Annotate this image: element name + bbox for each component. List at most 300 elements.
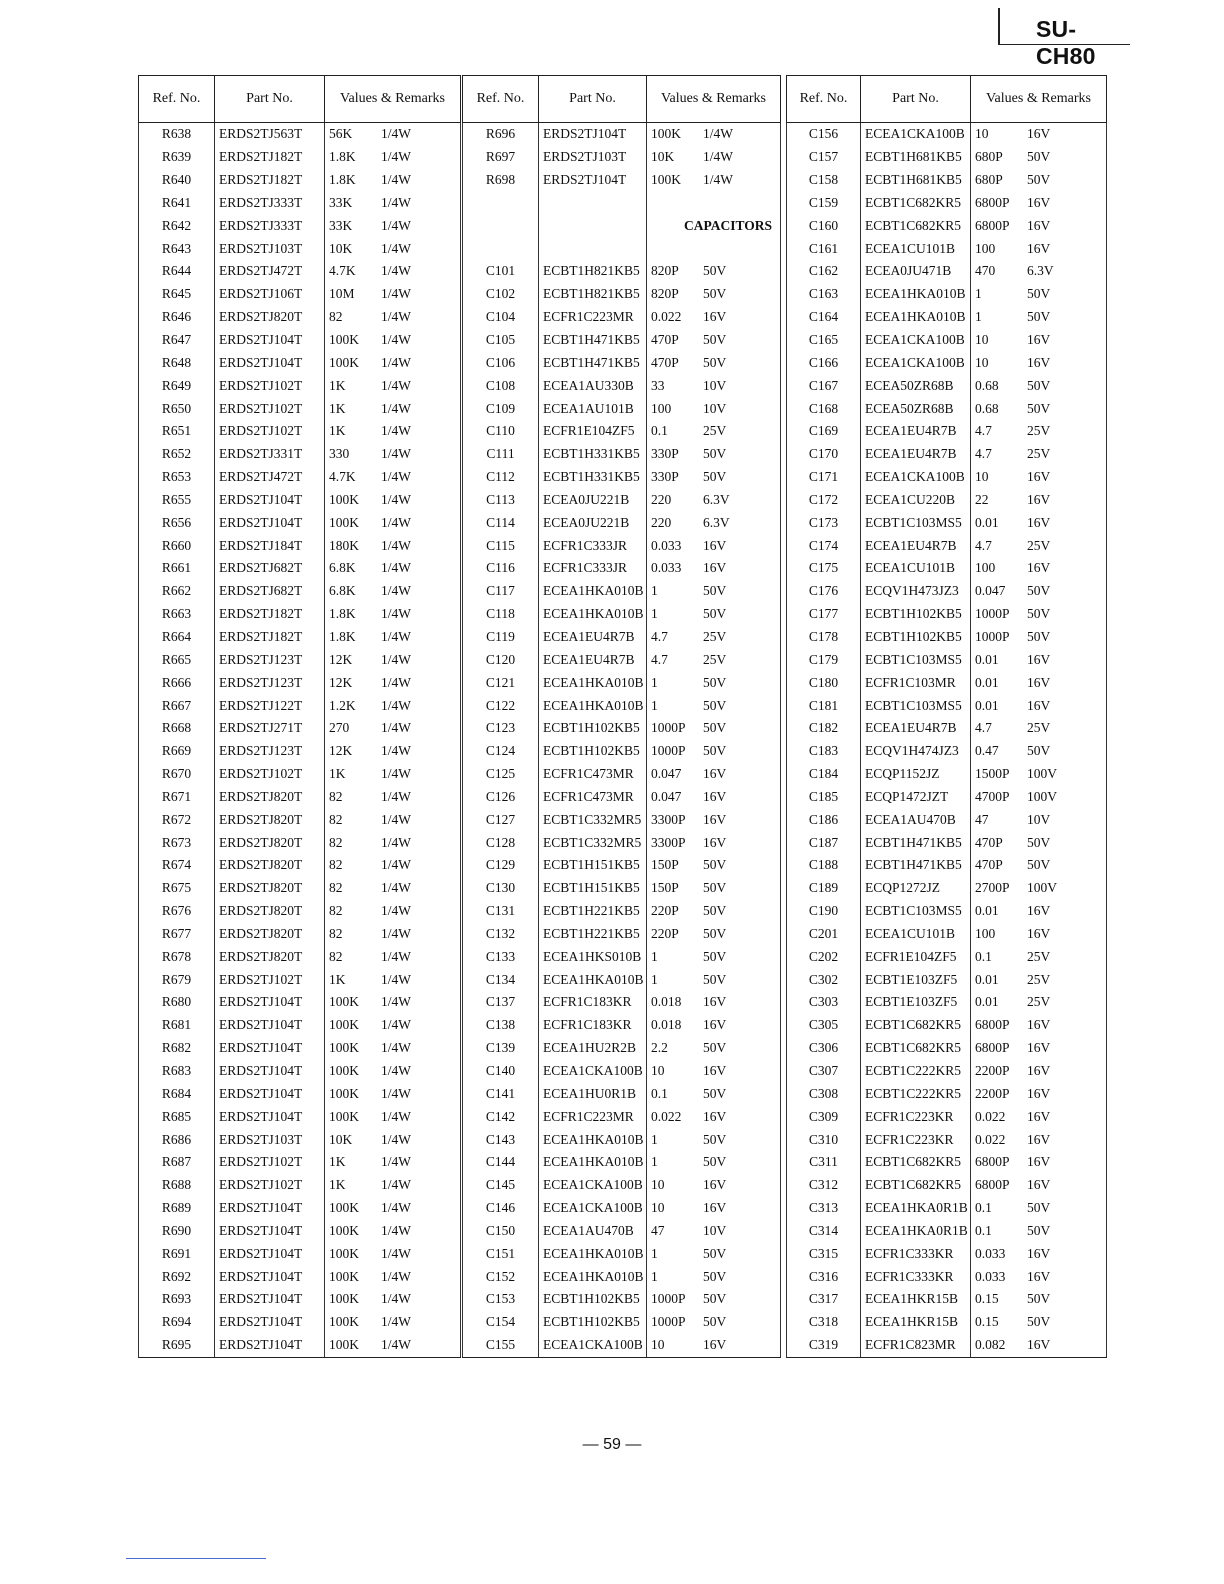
ref-no: R651 [139, 420, 215, 443]
value: 47 [651, 1222, 665, 1238]
value: 6800P [975, 217, 1010, 233]
rating: 50V [703, 857, 727, 873]
rating: 16V [1027, 354, 1051, 370]
value-remarks [325, 1265, 461, 1288]
part-no: ECBT1H151KB5 [539, 854, 647, 877]
part-no: ERDS2TJ102T [215, 397, 325, 420]
table-row [787, 1197, 1107, 1220]
value: 1500P [975, 766, 1010, 782]
table-row [787, 603, 1107, 626]
ref-no: C163 [787, 283, 861, 306]
rating: 16V [703, 309, 727, 325]
value-remarks [325, 511, 461, 534]
value-remarks [647, 306, 781, 329]
rating: 1/4W [381, 674, 411, 690]
ref-no: C181 [787, 694, 861, 717]
ref-no: C177 [787, 603, 861, 626]
rating: 16V [703, 1063, 727, 1079]
part-no: ERDS2TJ104T [215, 489, 325, 512]
value-remarks [325, 763, 461, 786]
part-no: ECFR1C183KR [539, 1014, 647, 1037]
value-remarks [325, 397, 461, 420]
part-no: ECEA1HKA010B [539, 603, 647, 626]
part-no: ERDS2TJ820T [215, 831, 325, 854]
col-values: Values & Remarks [647, 76, 781, 123]
ref-no: C168 [787, 397, 861, 420]
value: 2200P [975, 1085, 1010, 1101]
value-remarks [325, 1242, 461, 1265]
value-remarks [325, 192, 461, 215]
table-row [463, 923, 781, 946]
rating: 50V [703, 286, 727, 302]
rating: 1/4W [381, 651, 411, 667]
part-no: ECBT1C682KR5 [861, 192, 971, 215]
ref-no: R673 [139, 831, 215, 854]
rating: 50V [703, 263, 727, 279]
part-no: ECEA1HKA010B [539, 694, 647, 717]
rating: 50V [703, 1245, 727, 1261]
rating: 50V [703, 720, 727, 736]
rating: 1/4W [381, 1040, 411, 1056]
table-row [787, 1151, 1107, 1174]
value-remarks [971, 1037, 1107, 1060]
value: 10 [975, 126, 989, 142]
value: 1 [651, 1131, 658, 1147]
value-remarks [971, 1242, 1107, 1265]
value-remarks [971, 808, 1107, 831]
value: 82 [329, 880, 343, 896]
part-no: ERDS2TJ820T [215, 945, 325, 968]
part-no: ECFR1C223KR [861, 1105, 971, 1128]
ref-no: C302 [787, 968, 861, 991]
rating: 1/4W [381, 994, 411, 1010]
ref-no: C116 [463, 557, 539, 580]
value-remarks [325, 214, 461, 237]
part-no: ECEA1CKA100B [539, 1174, 647, 1197]
table-row [139, 260, 461, 283]
value: 0.033 [975, 1245, 1006, 1261]
value-remarks [971, 214, 1107, 237]
table-row [787, 808, 1107, 831]
table-row [787, 945, 1107, 968]
table-row [139, 351, 461, 374]
value: 1K [329, 1177, 346, 1193]
rating: 1/4W [381, 948, 411, 964]
part-no: ERDS2TJ106T [215, 283, 325, 306]
value-remarks [971, 991, 1107, 1014]
rating: 16V [1027, 194, 1051, 210]
value-remarks [325, 1014, 461, 1037]
rating: 16V [703, 1017, 727, 1033]
rating: 1/4W [381, 1063, 411, 1079]
table-row [463, 854, 781, 877]
ref-no: C154 [463, 1311, 539, 1334]
value-remarks [647, 1288, 781, 1311]
rating: 100V [1027, 766, 1057, 782]
part-no: ERDS2TJ104T [215, 1060, 325, 1083]
value: 0.15 [975, 1314, 999, 1330]
rating: 1/4W [703, 149, 733, 165]
table-row [139, 1334, 461, 1357]
rating: 25V [1027, 948, 1051, 964]
ref-no: C140 [463, 1060, 539, 1083]
value: 0.047 [975, 583, 1006, 599]
ref-no: C202 [787, 945, 861, 968]
table-row [787, 991, 1107, 1014]
ref-no: C314 [787, 1220, 861, 1243]
ref-no: C122 [463, 694, 539, 717]
value-remarks [325, 694, 461, 717]
value: 1.8K [329, 149, 356, 165]
value-remarks [647, 808, 781, 831]
value-remarks [325, 603, 461, 626]
parts-table-3 [786, 75, 1107, 1358]
table-row [139, 534, 461, 557]
value-remarks [325, 489, 461, 512]
ref-no: R684 [139, 1082, 215, 1105]
ref-no: R697 [463, 146, 539, 169]
bottom-rule [126, 1558, 266, 1559]
table-row [463, 237, 781, 260]
ref-no: R698 [463, 169, 539, 192]
table-row [787, 420, 1107, 443]
ref-no: C174 [787, 534, 861, 557]
value-remarks [325, 1288, 461, 1311]
value: 330P [651, 446, 679, 462]
value: 0.022 [975, 1131, 1006, 1147]
part-no: ERDS2TJ104T [215, 1014, 325, 1037]
value: 10 [651, 1200, 665, 1216]
value-remarks [971, 534, 1107, 557]
table-row [463, 877, 781, 900]
value: 100K [329, 1245, 359, 1261]
table-row [463, 1151, 781, 1174]
ref-no: C134 [463, 968, 539, 991]
rating: 50V [1027, 400, 1051, 416]
table-row [139, 283, 461, 306]
value: 0.1 [651, 1085, 668, 1101]
ref-no: R686 [139, 1128, 215, 1151]
table-row [139, 420, 461, 443]
value-remarks [325, 854, 461, 877]
value: 2700P [975, 880, 1010, 896]
value: 12K [329, 651, 353, 667]
value: 82 [329, 811, 343, 827]
value: 150P [651, 880, 679, 896]
col-part: Part No. [215, 76, 325, 123]
ref-no: R662 [139, 580, 215, 603]
ref-no: C155 [463, 1334, 539, 1357]
value-remarks [971, 123, 1107, 146]
value: 0.082 [975, 1337, 1006, 1353]
table-row [463, 1105, 781, 1128]
table-row [787, 763, 1107, 786]
table-row [139, 831, 461, 854]
value: 220 [651, 514, 672, 530]
ref-no: C303 [787, 991, 861, 1014]
ref-no: C146 [463, 1197, 539, 1220]
ref-no: R644 [139, 260, 215, 283]
part-no: ECEA0JU221B [539, 511, 647, 534]
part-no: ECEA1AU330B [539, 374, 647, 397]
value-remarks [971, 671, 1107, 694]
value: 180K [329, 537, 359, 553]
value: 680P [975, 172, 1003, 188]
rating: 16V [1027, 1177, 1051, 1193]
table-row [787, 1174, 1107, 1197]
rating: 50V [703, 1268, 727, 1284]
ref-no: C311 [787, 1151, 861, 1174]
ref-no: R685 [139, 1105, 215, 1128]
part-no: ECEA1EU4R7B [861, 717, 971, 740]
rating: 1/4W [381, 172, 411, 188]
value: 3300P [651, 834, 686, 850]
part-no: ECEA1AU470B [539, 1220, 647, 1243]
ref-no: C316 [787, 1265, 861, 1288]
part-no: ERDS2TJ333T [215, 214, 325, 237]
part-no: ECBT1H102KB5 [539, 1311, 647, 1334]
value: 82 [329, 834, 343, 850]
part-no: ERDS2TJ104T [539, 123, 647, 146]
ref-no: R670 [139, 763, 215, 786]
part-no: ECEA1CKA100B [861, 351, 971, 374]
value: 6.8K [329, 560, 356, 576]
ref-no: C166 [787, 351, 861, 374]
table-row [139, 443, 461, 466]
table-row [463, 420, 781, 443]
part-no: ECFR1C333JR [539, 534, 647, 557]
part-no: ECBT1C103MS5 [861, 694, 971, 717]
rating: 50V [703, 1131, 727, 1147]
table-row [139, 374, 461, 397]
table-row [139, 1060, 461, 1083]
table-row [139, 763, 461, 786]
ref-no: C121 [463, 671, 539, 694]
part-no: ECEA1CKA100B [539, 1334, 647, 1357]
rating: 16V [1027, 1131, 1051, 1147]
value: 100K [651, 126, 681, 142]
value: 82 [329, 948, 343, 964]
value: 1.8K [329, 606, 356, 622]
value: 4.7 [651, 628, 668, 644]
ref-no: C183 [787, 740, 861, 763]
rating: 1/4W [381, 309, 411, 325]
rating: 1/4W [381, 1154, 411, 1170]
ref-no: C164 [787, 306, 861, 329]
ref-no: R681 [139, 1014, 215, 1037]
part-no: ERDS2TJ123T [215, 648, 325, 671]
table-row [463, 283, 781, 306]
part-no: ECBT1H221KB5 [539, 923, 647, 946]
table-row [463, 1220, 781, 1243]
rating: 6.3V [1027, 263, 1054, 279]
ref-no: R655 [139, 489, 215, 512]
rating: 1/4W [381, 743, 411, 759]
value-remarks [647, 397, 781, 420]
part-no: ECEA1AU470B [861, 808, 971, 831]
value: 4.7 [975, 446, 992, 462]
value-remarks [971, 1174, 1107, 1197]
value-remarks [971, 374, 1107, 397]
table-row [139, 603, 461, 626]
value-remarks [325, 306, 461, 329]
rating: 16V [1027, 332, 1051, 348]
value-remarks [971, 511, 1107, 534]
table-row [787, 740, 1107, 763]
table-row [787, 900, 1107, 923]
part-no: ECBT1E103ZF5 [861, 968, 971, 991]
value: 10 [651, 1177, 665, 1193]
value: 3300P [651, 811, 686, 827]
part-no: ECEA1HKA010B [539, 671, 647, 694]
ref-no: C305 [787, 1014, 861, 1037]
table-row [463, 351, 781, 374]
part-no: ERDS2TJ104T [215, 329, 325, 352]
part-no: ECBT1H471KB5 [539, 351, 647, 374]
ref-no: R696 [463, 123, 539, 146]
value-remarks [325, 968, 461, 991]
part-no: ERDS2TJ271T [215, 717, 325, 740]
part-no: ECBT1H471KB5 [539, 329, 647, 352]
table-row [139, 1082, 461, 1105]
value-remarks [971, 192, 1107, 215]
part-no: ECBT1H681KB5 [861, 146, 971, 169]
value-remarks [647, 740, 781, 763]
part-no: ERDS2TJ102T [215, 1174, 325, 1197]
table-row [463, 831, 781, 854]
table-row [787, 374, 1107, 397]
part-no: ECFR1C223MR [539, 1105, 647, 1128]
rating: 50V [703, 1154, 727, 1170]
part-no: ECEA1AU101B [539, 397, 647, 420]
value: 100K [329, 332, 359, 348]
value-remarks [647, 489, 781, 512]
ref-no: C169 [787, 420, 861, 443]
table-row [463, 1242, 781, 1265]
table-row [139, 397, 461, 420]
rating: 100V [1027, 788, 1057, 804]
table-row [787, 489, 1107, 512]
rating: 1/4W [381, 834, 411, 850]
ref-no: C150 [463, 1220, 539, 1243]
rating: 1/4W [381, 194, 411, 210]
value: 1 [975, 309, 982, 325]
value-remarks [647, 351, 781, 374]
ref-no: C101 [463, 260, 539, 283]
table-row [463, 466, 781, 489]
ref-no: C152 [463, 1265, 539, 1288]
table-row [463, 1197, 781, 1220]
part-no: ECBT1H221KB5 [539, 900, 647, 923]
ref-no: R639 [139, 146, 215, 169]
value: 10 [651, 1337, 665, 1353]
rating: 16V [703, 1337, 727, 1353]
value-remarks [325, 1128, 461, 1151]
value-remarks [971, 489, 1107, 512]
value-remarks [971, 1265, 1107, 1288]
part-no: ECBT1C682KR5 [861, 1014, 971, 1037]
table-row [139, 1265, 461, 1288]
value-remarks [325, 923, 461, 946]
table-row [463, 214, 781, 237]
ref-no: C180 [787, 671, 861, 694]
ref-no: R650 [139, 397, 215, 420]
part-no: ERDS2TJ682T [215, 580, 325, 603]
value: 0.15 [975, 1291, 999, 1307]
ref-no: C126 [463, 785, 539, 808]
ref-no: C109 [463, 397, 539, 420]
ref-no: C182 [787, 717, 861, 740]
table-row [139, 671, 461, 694]
value: 1000P [651, 1291, 686, 1307]
value: 1K [329, 377, 346, 393]
col-part: Part No. [539, 76, 647, 123]
value-remarks [647, 603, 781, 626]
rating: 16V [703, 766, 727, 782]
value-remarks [971, 854, 1107, 877]
table-row [787, 123, 1107, 146]
ref-no: C124 [463, 740, 539, 763]
part-no: ECEA0JU471B [861, 260, 971, 283]
part-no: ECFR1C223KR [861, 1128, 971, 1151]
rating: 1/4W [381, 126, 411, 142]
table-row [463, 763, 781, 786]
value-remarks [647, 466, 781, 489]
rating: 1/4W [381, 1337, 411, 1353]
value-remarks [325, 900, 461, 923]
value: 82 [329, 309, 343, 325]
page-number: — 59 — [582, 1436, 642, 1453]
part-no: ECEA1HKR15B [861, 1288, 971, 1311]
value-remarks [325, 1151, 461, 1174]
ref-no: R674 [139, 854, 215, 877]
part-no: ERDS2TJ820T [215, 785, 325, 808]
ref-no: R672 [139, 808, 215, 831]
value: 100K [329, 994, 359, 1010]
ref-no: C167 [787, 374, 861, 397]
table-row [787, 397, 1107, 420]
rating: 1/4W [381, 332, 411, 348]
ref-no: R691 [139, 1242, 215, 1265]
rating: 50V [703, 583, 727, 599]
part-no: ERDS2TJ104T [215, 511, 325, 534]
ref-no: R683 [139, 1060, 215, 1083]
value-remarks [325, 740, 461, 763]
value: 1K [329, 766, 346, 782]
part-no: ERDS2TJ104T [215, 1105, 325, 1128]
value-remarks [647, 991, 781, 1014]
rating: 50V [703, 925, 727, 941]
rating: 1/4W [381, 377, 411, 393]
value-remarks [325, 1174, 461, 1197]
table-row [463, 808, 781, 831]
ref-no: C113 [463, 489, 539, 512]
part-no: ECBT1H471KB5 [861, 831, 971, 854]
ref-no: C178 [787, 626, 861, 649]
part-no: ECEA1HKA010B [539, 1151, 647, 1174]
part-no: ECEA1HU2R2B [539, 1037, 647, 1060]
value: 100K [651, 172, 681, 188]
part-no: ECBT1H331KB5 [539, 443, 647, 466]
part-no: ERDS2TJ104T [215, 1288, 325, 1311]
ref-no: R640 [139, 169, 215, 192]
table-row [787, 192, 1107, 215]
table-row [139, 169, 461, 192]
part-no: ECFR1E104ZF5 [539, 420, 647, 443]
table-row [139, 511, 461, 534]
part-no: ECBT1C103MS5 [861, 648, 971, 671]
part-no: ECEA1EU4R7B [861, 443, 971, 466]
